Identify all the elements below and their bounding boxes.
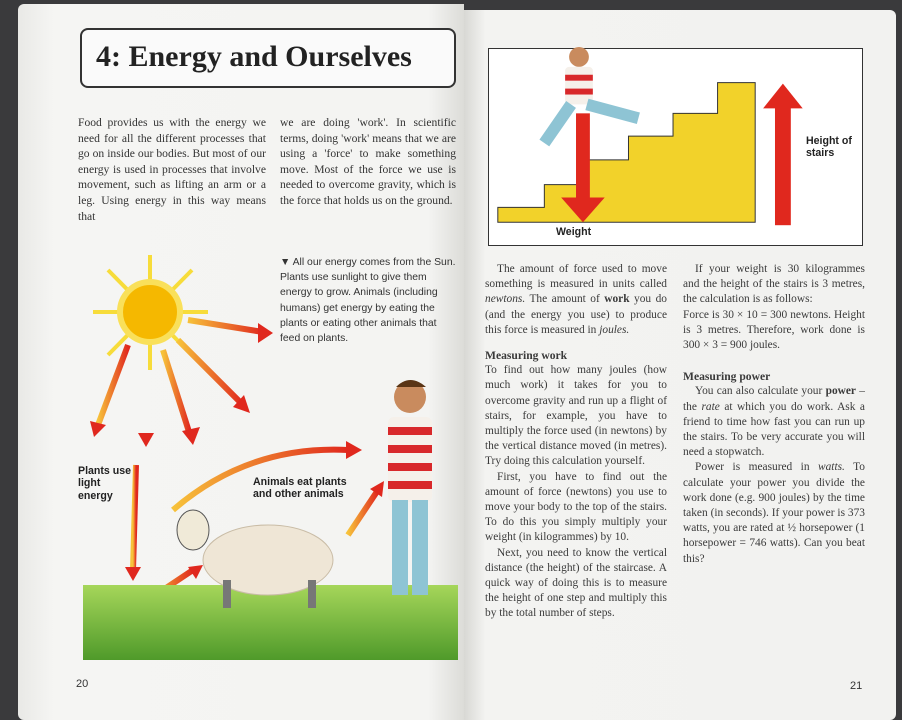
text-column-4 <box>683 262 865 567</box>
heading-measuring-power: Measuring power <box>683 370 771 384</box>
heading-measuring-work: Measuring work <box>485 349 568 363</box>
label-weight: Weight <box>556 226 592 238</box>
boy <box>388 380 432 595</box>
text-column-3 <box>485 262 667 620</box>
text: To calculate your power you divide the work done (e.g. 900 joules) by the time taken (in seconds). If your power is 373 watts, you are rated at ½ horsepower (1 horsepower = 746 watts). Can you beat this? <box>683 461 865 565</box>
paragraph: Force is 30 × 10 = 300 newtons. Height is 3 metres. Therefore, work done is 300 × 3 = 900 joules. <box>683 308 865 352</box>
intro-column-1: Food provides us with the energy we need for all the different processes that go on inside our bodies. But most of our energy is used in processes that involve movement, such as lifting an arm or a leg. Using energy in this way means that <box>78 116 266 223</box>
text: Power is measured in <box>695 461 818 474</box>
paragraph: To find out how many joules (how much work) it takes for you to overcome gravity and run up a flight of stairs, for example, you have to multiply the force used (in newtons) by the vertical distance moved (in metres). Try doing this calculation yourself. <box>485 364 667 468</box>
term-power: power <box>825 385 856 398</box>
term-work: work <box>604 293 630 306</box>
intro-column-2: we are doing 'work'. In scientific terms, doing 'work' means that we are using a 'force' to make something move. Most of the force we use is needed to overcome gravity, which is the force that holds us on the ground. <box>280 116 456 207</box>
caption-text: All our energy comes from the Sun. Plants use sunlight to give them energy to grow. Animals (including humans) get energy by eating the plants or eating other animals that feed on plants. <box>280 257 456 345</box>
text: – the <box>683 385 866 413</box>
paragraph: Next, you need to know the vertical distance (the height) of the staircase. A quick way of doing this is to measure the height of one step and multiply this by the total number of steps. <box>485 546 667 620</box>
text: you do (and the energy you use) to produce this force is measured in <box>485 293 667 336</box>
term-joules: joules. <box>599 323 630 336</box>
height-arrow-icon <box>763 84 803 226</box>
page-number-right: 21 <box>850 680 863 692</box>
label-height-of-stairs: Height of stairs <box>806 135 852 160</box>
energy-chain-illustration <box>78 255 458 660</box>
label-animals: Animals eat plants and other animals <box>253 476 347 501</box>
term-watts: watts. <box>817 461 845 474</box>
triangle-marker-icon: ▼ <box>280 257 291 268</box>
paragraph: First, you have to find out the amount of force (newtons) you use to move your body to the top of the stairs. To do this you simply multiply your weight (in kilogrammes) by 10. <box>485 470 667 544</box>
stairs <box>498 83 755 223</box>
label-plants: Plants use light energy <box>78 465 131 502</box>
page-number-left: 20 <box>76 678 89 690</box>
boy-climbing <box>544 47 638 143</box>
chapter-title: 4: Energy and Ourselves <box>80 28 456 88</box>
text: The amount of <box>525 293 605 306</box>
term-rate: rate <box>701 400 720 413</box>
text: You can also calculate your <box>695 385 826 398</box>
term-newtons: newtons. <box>485 293 526 306</box>
grass <box>83 585 458 660</box>
paragraph: If your weight is 30 kilogrammes and the height of the stairs is 3 metres, the calculation is as follows: <box>683 263 865 306</box>
text: The amount of force used to move something is measured in units called <box>485 263 667 291</box>
text: at which you do work. Ask a friend to time how fast you can run up the stairs. To be very accurate you will need a stopwatch. <box>683 400 865 459</box>
